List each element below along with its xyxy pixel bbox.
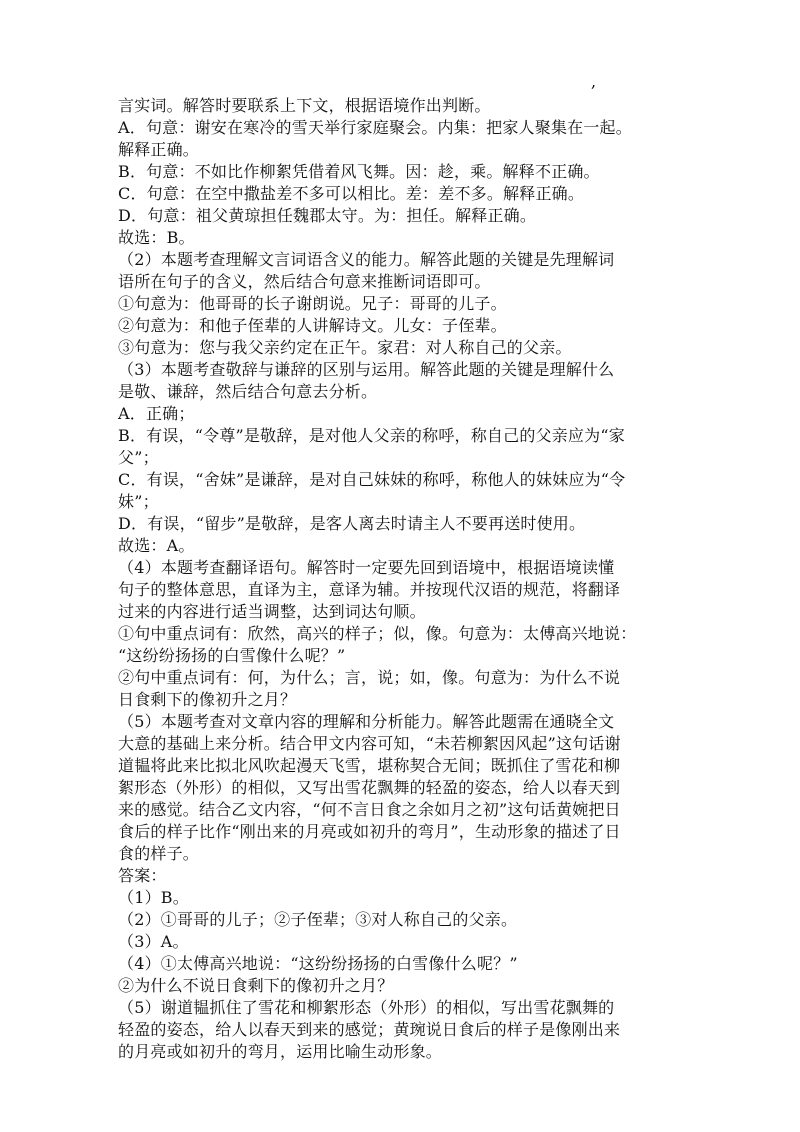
text-line: D．有误，“留步”是敬辞，是客人离去时请主人不要再送时使用。 xyxy=(118,514,586,533)
text-line: 食后的样子比作“刚出来的月亮或如初升的弯月”，生动形象的描述了日 xyxy=(118,822,621,841)
text-line: B．句意：不如比作柳絮凭借着风飞舞。因：趁，乘。解释不正确。 xyxy=(118,162,600,181)
text-line: ①句中重点词有：欣然，高兴的样子；似，像。句意为：太傅高兴地说： xyxy=(118,624,637,643)
text-line: 语所在句子的含义，然后结合句意来推断词语即可。 xyxy=(118,272,491,291)
text-line: （5）谢道韫抓住了雪花和柳絮形态（外形）的相似，写出雪花飘舞的 xyxy=(118,998,615,1017)
text-line: 是敬、谦辞，然后结合句意去分析。 xyxy=(118,382,378,401)
text-line: 故选：B。 xyxy=(118,228,195,247)
text-line: 妹”； xyxy=(118,492,159,511)
text-line: ②句意为：和他子侄辈的人讲解诗文。儿女：子侄辈。 xyxy=(118,316,507,335)
text-line: 句子的整体意思，直译为主，意译为辅。并按现代汉语的规范，将翻译 xyxy=(118,580,621,599)
text-line: 道韫将此来比拟北风吹起漫天飞雪，堪称契合无间；既抓住了雪花和柳 xyxy=(118,756,621,775)
text-line: C．有误，“舍妹”是谦辞，是对自己妹妹的称呼，称他人的妹妹应为“令 xyxy=(118,470,626,489)
text-line: 答案： xyxy=(118,866,167,885)
text-line: C．句意：在空中撒盐差不多可以相比。差：差不多。解释正确。 xyxy=(118,184,585,203)
text-line: 日食剩下的像初升之月？ xyxy=(118,690,297,709)
text-line: （2）①哥哥的儿子；②子侄辈；③对人称自己的父亲。 xyxy=(118,910,518,929)
text-line: 解释正确。 xyxy=(118,140,200,159)
text-line: 絮形态（外形）的相似，又写出雪花飘舞的轻盈的姿态，给人以春天到 xyxy=(118,778,621,797)
text-line: ②为什么不说日食剩下的像初升之月？ xyxy=(118,976,394,995)
text-line: 轻盈的姿态，给人以春天到来的感觉；黄琬说日食后的样子是像刚出来 xyxy=(118,1020,621,1039)
text-line: （5）本题考查对文章内容的理解和分析能力。解答此题需在通晓全文 xyxy=(118,712,615,731)
text-line: “这纷纷扬扬的白雪像什么呢？” xyxy=(118,646,346,665)
text-line: ②句中重点词有：何，为什么；言，说；如，像。句意为：为什么不说 xyxy=(118,668,621,687)
text-line: B．有误，“令尊”是敬辞，是对他人父亲的称呼，称自己的父亲应为“家 xyxy=(118,426,625,445)
text-line: D．句意：祖父黄琼担任魏郡太守。为：担任。解释正确。 xyxy=(118,206,537,225)
text-line: 食的样子。 xyxy=(118,844,200,863)
text-line: 父”； xyxy=(118,448,159,467)
text-line: （4）本题考查翻译语句。解答时一定要先回到语境中，根据语境读懂 xyxy=(118,558,615,577)
header-mark: , xyxy=(591,72,597,91)
text-line: 过来的内容进行适当调整，达到词达句顺。 xyxy=(118,602,426,621)
text-line: （1）B。 xyxy=(118,888,189,907)
text-line: 言实词。解答时要联系上下文，根据语境作出判断。 xyxy=(118,96,491,115)
text-line: 的月亮或如初升的弯月，运用比喻生动形象。 xyxy=(118,1042,443,1061)
text-line: （2）本题考查理解文言词语含义的能力。解答此题的关键是先理解词 xyxy=(118,250,615,269)
text-line: 故选：A。 xyxy=(118,536,195,555)
text-line: （4）①太傅高兴地说：“这纷纷扬扬的白雪像什么呢？” xyxy=(118,954,518,973)
answer-text-body xyxy=(118,95,684,1063)
text-line: 大意的基础上来分析。结合甲文内容可知，“未若柳絮因风起”这句话谢 xyxy=(118,734,621,753)
text-line: （3）A。 xyxy=(118,932,189,951)
text-line: （3）本题考查敬辞与谦辞的区别与运用。解答此题的关键是理解什么 xyxy=(118,360,615,379)
text-line: ①句意为：他哥哥的长子谢朗说。兄子：哥哥的儿子。 xyxy=(118,294,507,313)
text-line: ③句意为：您与我父亲约定在正午。家君：对人称自己的父亲。 xyxy=(118,338,572,357)
text-line: A．句意：谢安在寒冷的雪天举行家庭聚会。内集：把家人聚集在一起。 xyxy=(118,118,632,137)
text-line: A．正确； xyxy=(118,404,195,423)
text-line: 来的感觉。结合乙文内容，“何不言日食之余如月之初”这句话黄婉把日 xyxy=(118,800,621,819)
